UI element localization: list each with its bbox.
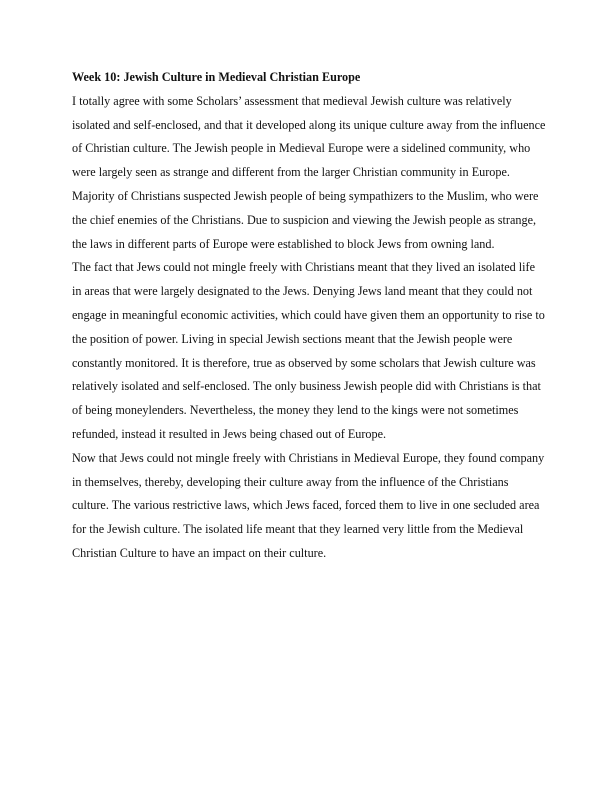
text-line: the chief enemies of the Christians. Due to suspicion and viewing the Jewish people as strange,: [72, 212, 537, 227]
document-body: [72, 66, 546, 566]
text-line: I totally agree with some Scholars’ assessment that medieval Jewish culture was relatively: [72, 93, 512, 108]
text-line: in areas that were largely designated to the Jews. Denying Jews land meant that they could not: [72, 284, 533, 299]
text-line: refunded, instead it resulted in Jews being chased out of Europe.: [72, 426, 387, 441]
text-line: for the Jewish culture. The isolated life meant that they learned very little from the Medieval: [72, 522, 524, 537]
text-line: culture. The various restrictive laws, which Jews faced, forced them to live in one secluded area: [72, 498, 540, 513]
text-line: the laws in different parts of Europe were established to block Jews from owning land.: [72, 236, 495, 251]
text-line: The fact that Jews could not mingle freely with Christians meant that they lived an isolated life: [72, 260, 536, 275]
text-line: Majority of Christians suspected Jewish people of being sympathizers to the Muslim, who were: [72, 188, 539, 203]
text-line: of being moneylenders. Nevertheless, the money they lend to the kings were not sometimes: [72, 403, 519, 418]
document-title: Week 10: Jewish Culture in Medieval Christian Europe: [72, 70, 361, 84]
text-line: engage in meaningful economic activities, which could have given them an opportunity to rise to: [72, 307, 545, 322]
text-line: constantly monitored. It is therefore, true as observed by some scholars that Jewish culture was: [72, 355, 536, 370]
text-line: Now that Jews could not mingle freely with Christians in Medieval Europe, they found company: [72, 450, 545, 465]
text-line: isolated and self-enclosed, and that it developed along its unique culture away from the influence: [72, 117, 546, 132]
text-line: Christian Culture to have an impact on their culture.: [72, 545, 327, 560]
text-line: in themselves, thereby, developing their culture away from the influence of the Christians: [72, 474, 509, 489]
text-line: relatively isolated and self-enclosed. The only business Jewish people did with Christians is that: [72, 379, 541, 394]
text-line: the position of power. Living in special Jewish sections meant that the Jewish people were: [72, 331, 513, 346]
text-line: of Christian culture. The Jewish people in Medieval Europe were a sidelined community, who: [72, 141, 531, 156]
text-line: were largely seen as strange and different from the larger Christian community in Europe.: [72, 165, 510, 180]
